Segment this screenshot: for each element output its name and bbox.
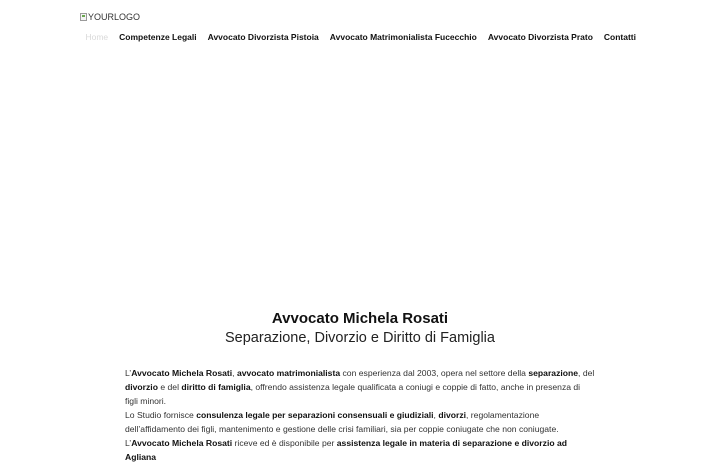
bold-run: avvocato matrimonialista: [236, 368, 341, 378]
text-run: riceve ed è disponibile per: [232, 438, 337, 448]
main-nav: [85, 32, 636, 42]
hero-title: Avvocato Michela Rosati: [271, 310, 449, 327]
logo-alt-text: YOURLOGO: [88, 12, 141, 22]
bold-run: divorzi: [438, 410, 467, 420]
bold-run: Avvocato Michela Rosati: [131, 438, 233, 448]
bold-run: assistenza legale in materia di separazione e divorzio ad Agliana: [125, 438, 567, 462]
intro-paragraph-3: [125, 436, 595, 464]
broken-image-icon: [80, 13, 87, 21]
bold-run: diritto di famiglia: [181, 382, 251, 392]
nav-item-avvocato-divorzista-pistoia[interactable]: Avvocato Divorzista Pistoia: [207, 32, 319, 42]
nav-item-contatti[interactable]: Contatti: [603, 32, 636, 42]
text-run: , del: [578, 368, 595, 378]
site-logo[interactable]: [80, 12, 140, 22]
text-run: , regolamentazione dell’affidamento dei figli, mantenimento e gestione delle crisi familiari, sia per coppie coniugate che non coniugate.: [125, 410, 559, 434]
bold-run: separazione: [528, 368, 579, 378]
text-run: L’: [125, 368, 132, 378]
bold-run: consulenza legale per separazioni consensuali e giudiziali: [196, 410, 434, 420]
text-run: Lo Studio fornisce: [125, 410, 197, 420]
text-run: , offrendo assistenza legale qualificata a coniugi e coppie di fatto, anche in presenza di figli minori.: [125, 382, 581, 406]
intro-paragraph-1: [125, 366, 595, 408]
text-run: ,: [433, 410, 439, 420]
hero-subtitle: Separazione, Divorzio e Diritto di Famiglia: [225, 330, 495, 346]
nav-item-avvocato-divorzista-prato[interactable]: Avvocato Divorzista Prato: [487, 32, 593, 42]
intro-text: [125, 366, 595, 464]
text-run: L’: [125, 438, 132, 448]
nav-item-home[interactable]: Home: [85, 32, 109, 42]
nav-item-avvocato-matrimonialista-fucecchio[interactable]: Avvocato Matrimonialista Fucecchio: [329, 32, 477, 42]
text-run: ,: [232, 368, 237, 378]
bold-run: divorzio: [125, 382, 158, 392]
bold-run: Avvocato Michela Rosati: [131, 368, 233, 378]
nav-item-competenze-legali[interactable]: Competenze Legali: [119, 32, 197, 42]
intro-paragraph-2: [125, 408, 595, 436]
text-run: con esperienza dal 2003, opera nel settore della: [340, 368, 529, 378]
text-run: e del: [157, 382, 182, 392]
